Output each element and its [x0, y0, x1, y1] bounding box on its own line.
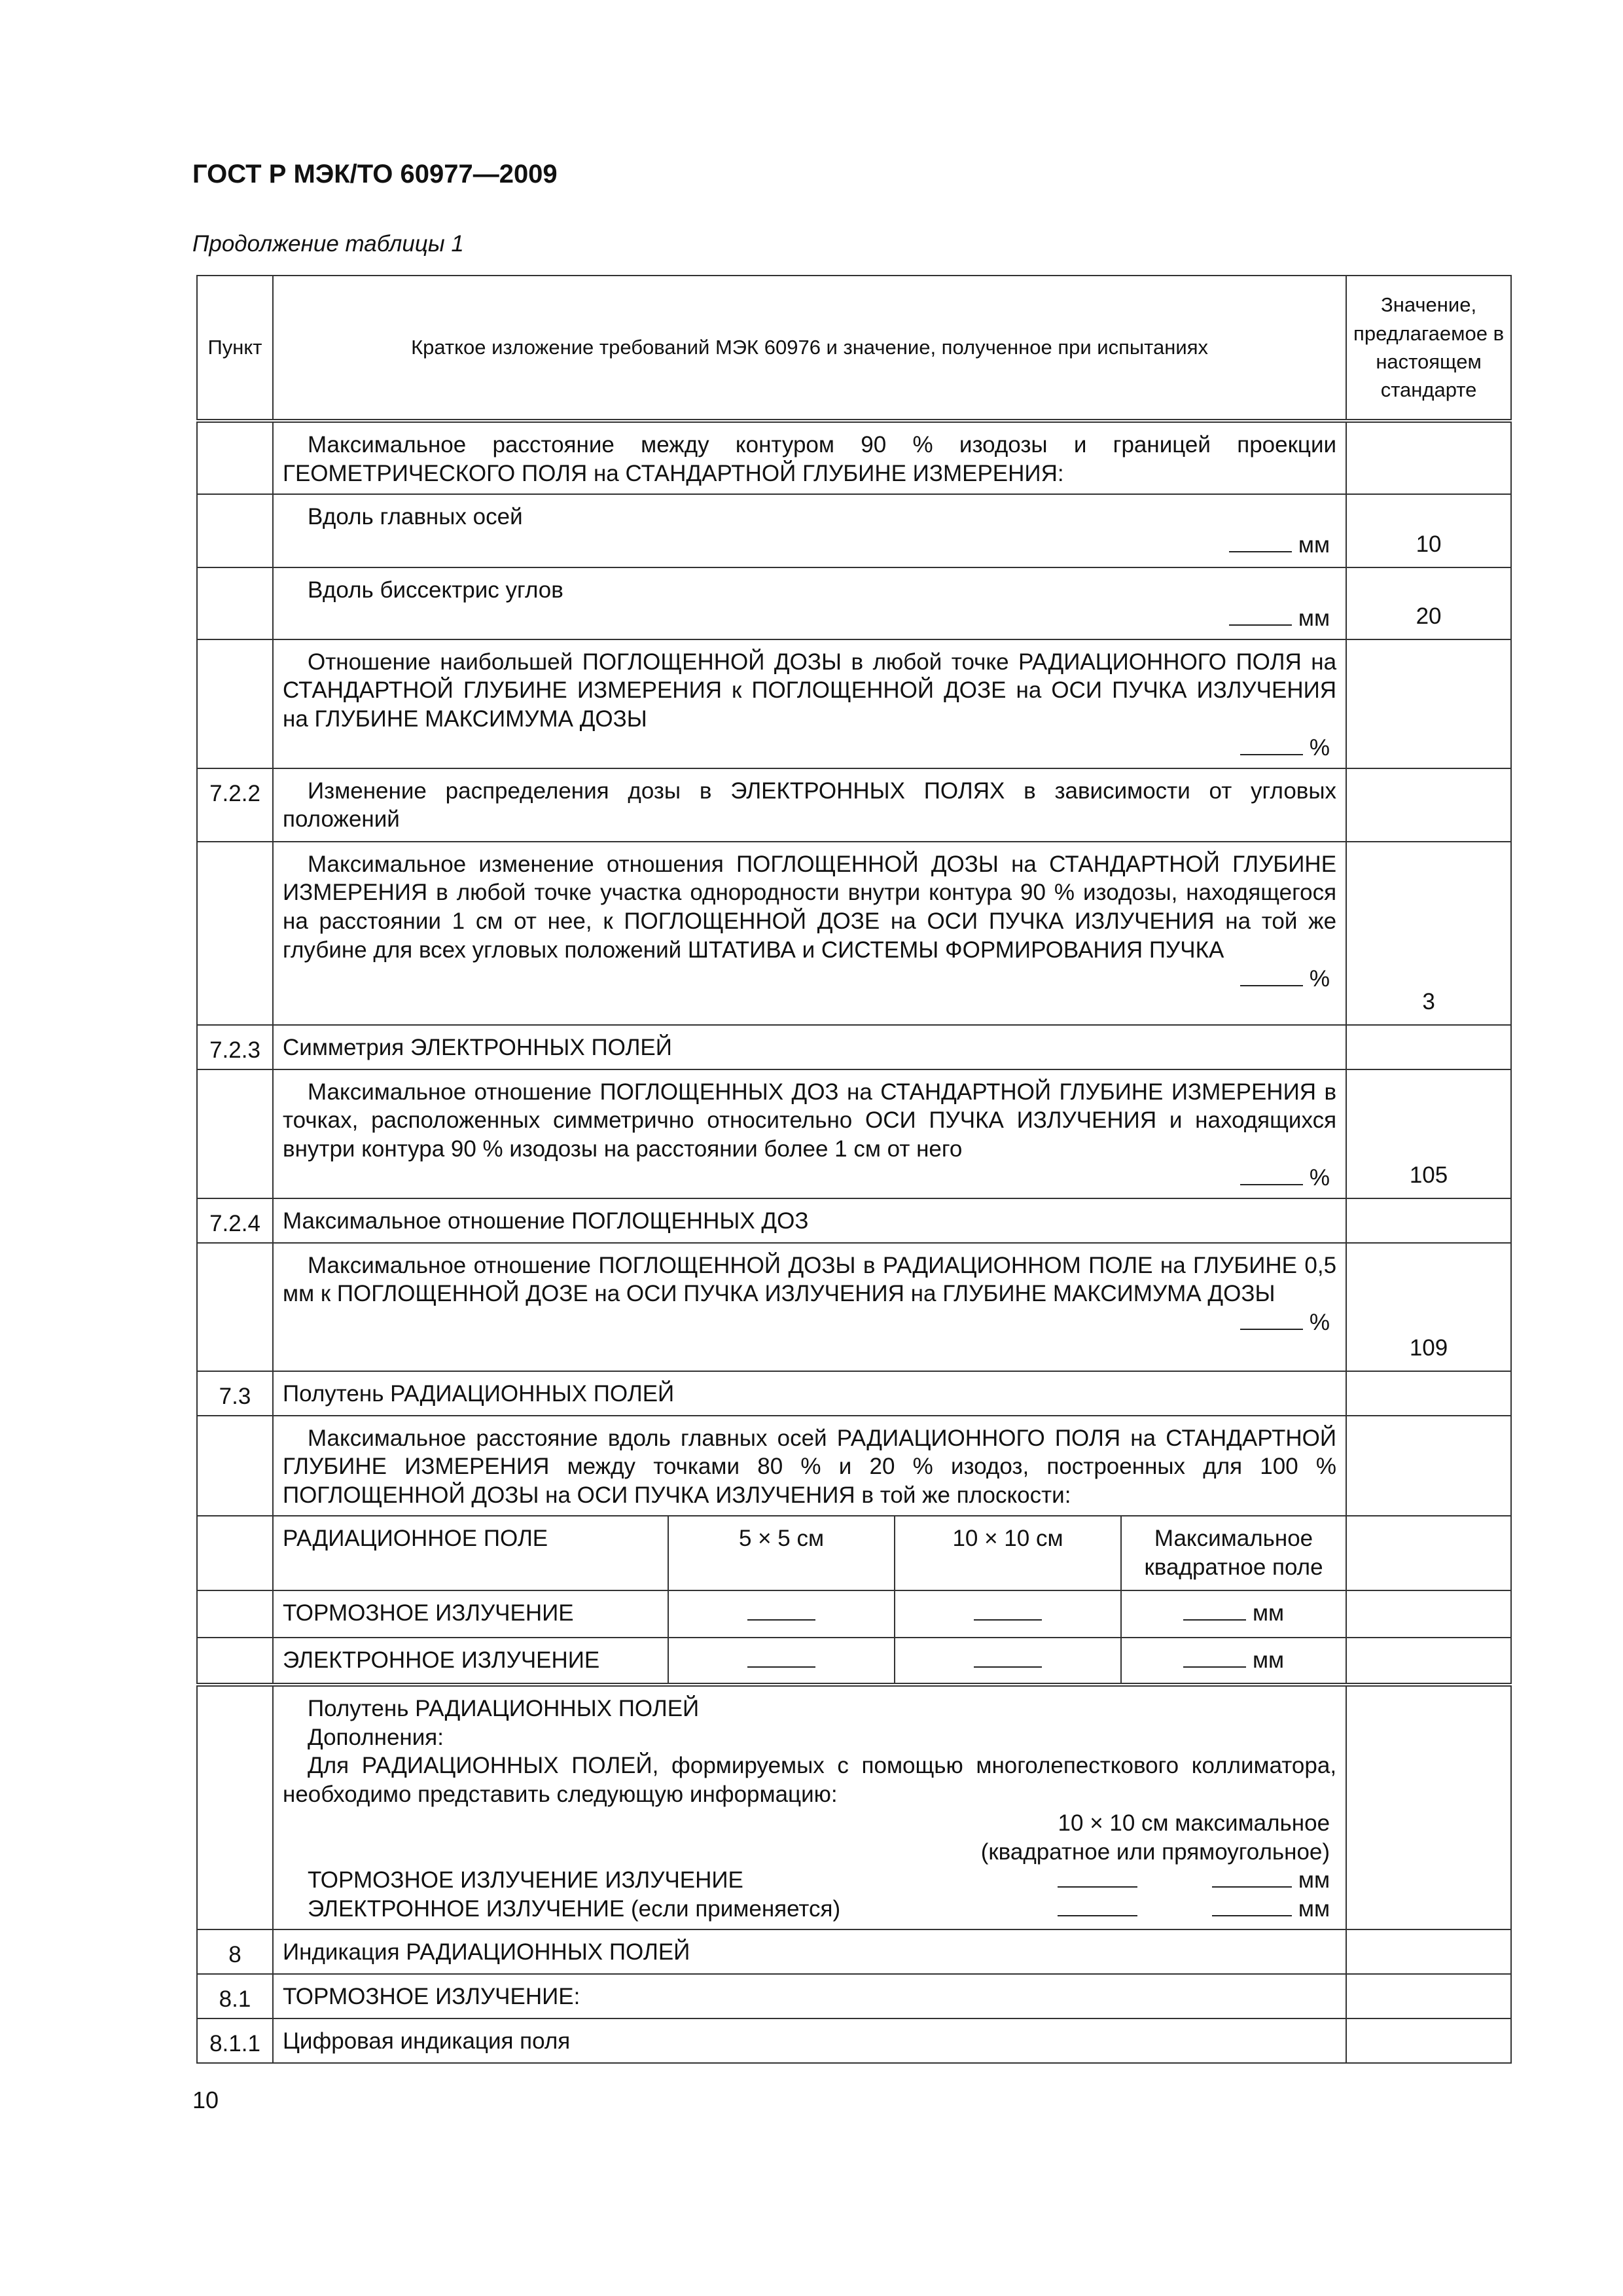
value-cell — [1346, 639, 1511, 768]
value-cell — [1346, 1638, 1511, 1685]
radiation-label: ЭЛЕКТРОННОЕ ИЗЛУЧЕНИЕ (если применяется) — [308, 1896, 841, 1922]
table-row — [197, 1243, 1511, 1371]
value-cell — [1346, 1198, 1511, 1243]
punkt-cell — [197, 494, 273, 567]
requirements-table — [196, 275, 1512, 2064]
radiation-label: ЭЛЕКТРОННОЕ ИЗЛУЧЕНИЕ — [273, 1638, 668, 1685]
blank-entry — [668, 1638, 895, 1685]
row-text: Максимальное отношение ПОГЛОЩЕННОЙ ДОЗЫ в РАДИАЦИОННОМ ПОЛЕ на ГЛУБИНЕ 0,5 мм к ПОГЛОЩЕННОЙ ДОЗЕ на ОСИ ПУЧКА ИЗЛУЧЕНИЯ на ГЛУБИНЕ МАКСИМУМА ДОЗЫ — [283, 1252, 1337, 1307]
punkt-cell: 7.2.4 — [197, 1198, 273, 1243]
value-cell — [1346, 1025, 1511, 1069]
blank-line — [974, 1647, 1042, 1668]
punkt-cell — [197, 1416, 273, 1516]
blank-entry — [1179, 1895, 1336, 1924]
punkt-cell — [197, 1590, 273, 1638]
value-cell — [1346, 1685, 1511, 1929]
row-text: Полутень РАДИАЦИОННЫХ ПОЛЕЙ — [308, 1695, 700, 1721]
blank-line — [1240, 1164, 1303, 1185]
page-number: 10 — [192, 2087, 219, 2113]
blank-line — [1212, 1895, 1292, 1916]
blank-entry — [283, 965, 1336, 994]
blank-line — [1229, 531, 1292, 552]
table-row — [197, 768, 1511, 842]
summary-cell — [273, 1243, 1346, 1371]
summary-cell: ТОРМОЗНОЕ ИЗЛУЧЕНИЕ: — [273, 1974, 1346, 2018]
table-row — [197, 1590, 1511, 1638]
punkt-cell — [197, 842, 273, 1025]
summary-cell: Симметрия ЭЛЕКТРОННЫХ ПОЛЕЙ — [273, 1025, 1346, 1069]
blank-line — [1229, 605, 1292, 626]
punkt-cell — [197, 1685, 273, 1929]
table-row — [197, 1416, 1511, 1516]
unit-label: мм — [1298, 605, 1330, 632]
punkt-cell: 7.3 — [197, 1371, 273, 1416]
blank-entry — [283, 1164, 1336, 1193]
summary-cell — [273, 567, 1346, 639]
punkt-cell — [197, 1243, 273, 1371]
blank-line — [974, 1600, 1042, 1621]
value-cell — [1346, 1416, 1511, 1516]
table-row — [197, 1371, 1511, 1416]
size-header-10x10: 10 × 10 см — [895, 1516, 1121, 1590]
value-cell — [1346, 1590, 1511, 1638]
row-text: Вдоль биссектрис углов — [308, 577, 563, 603]
table-header-row — [197, 276, 1511, 421]
punkt-cell: 8.1 — [197, 1974, 273, 2018]
blank-line — [1212, 1867, 1292, 1888]
summary-cell: Максимальное отношение ПОГЛОЩЕННЫХ ДОЗ — [273, 1198, 1346, 1243]
blank-line — [1058, 1867, 1137, 1888]
value-cell — [1346, 1516, 1511, 1590]
unit-label: % — [1309, 1164, 1330, 1191]
blank-entry — [1016, 1866, 1179, 1895]
punkt-cell — [197, 421, 273, 494]
table-caption: Продолжение таблицы 1 — [192, 231, 464, 257]
blank-line — [747, 1647, 815, 1668]
row-text: (квадратное или прямоугольное) — [980, 1839, 1330, 1865]
sub-row — [283, 1866, 1336, 1895]
punkt-cell: 7.2.3 — [197, 1025, 273, 1069]
summary-cell — [273, 1069, 1346, 1198]
value-cell — [1346, 1929, 1511, 1974]
value-cell: 105 — [1346, 1069, 1511, 1198]
summary-cell — [273, 842, 1346, 1025]
table-row — [197, 842, 1511, 1025]
row-text: Отношение наибольшей ПОГЛОЩЕННОЙ ДОЗЫ в любой точке РАДИАЦИОННОГО ПОЛЯ на СТАНДАРТНОЙ ГЛУБИНЕ ИЗМЕРЕНИЯ к ПОГЛОЩЕННОЙ ДОЗЕ на ОСИ ПУЧКА ИЗЛУЧЕНИЯ на ГЛУБИНЕ МАКСИМУМА ДОЗЫ — [283, 649, 1337, 732]
row-text: Вдоль главных осей — [308, 503, 523, 529]
value-cell: 20 — [1346, 567, 1511, 639]
punkt-cell — [197, 1516, 273, 1590]
blank-entry — [895, 1638, 1121, 1685]
value-cell — [1346, 1974, 1511, 2018]
row-text: Максимальное отношение ПОГЛОЩЕННЫХ ДОЗ на СТАНДАРТНОЙ ГЛУБИНЕ ИЗМЕРЕНИЯ в точках, расположенных симметрично относительно ОСИ ПУЧКА ИЗЛУЧЕНИЯ и находящихся внутри контура 90 % изодозы на расстоянии более 1 см от него — [283, 1079, 1337, 1162]
summary-cell: Максимальное расстояние между контуром 90 % изодозы и границей проекции ГЕОМЕТРИЧЕСКОГО ПОЛЯ на СТАНДАРТНОЙ ГЛУБИНЕ ИЗМЕРЕНИЯ: — [273, 421, 1346, 494]
blank-entry — [283, 531, 1336, 560]
value-cell: 109 — [1346, 1243, 1511, 1371]
punkt-cell — [197, 1069, 273, 1198]
summary-cell — [273, 639, 1346, 768]
blank-line — [1183, 1647, 1246, 1668]
value-cell — [1346, 421, 1511, 494]
blank-line — [1058, 1895, 1137, 1916]
summary-cell: Изменение распределения дозы в ЭЛЕКТРОННЫХ ПОЛЯХ в зависимости от угловых положений — [273, 768, 1346, 842]
summary-cell — [273, 1685, 1346, 1929]
table-row — [197, 567, 1511, 639]
blank-line — [1240, 965, 1303, 986]
value-cell — [1346, 2018, 1511, 2063]
unit-label: мм — [1298, 1867, 1330, 1893]
blank-line — [747, 1600, 815, 1621]
row-text: Дополнения: — [308, 1724, 444, 1750]
unit-label: % — [1309, 734, 1330, 761]
summary-cell: Максимальное расстояние вдоль главных осей РАДИАЦИОННОГО ПОЛЯ на СТАНДАРТНОЙ ГЛУБИНЕ ИЗМЕРЕНИЯ между точками 80 % и 20 % изодоз, построенных для 100 % ПОГЛОЩЕННОЙ ДОЗЫ на ОСИ ПУЧКА ИЗЛУЧЕНИЯ в той же плоскости: — [273, 1416, 1346, 1516]
radiation-label: ТОРМОЗНОЕ ИЗЛУЧЕНИЕ ИЗЛУЧЕНИЕ — [308, 1867, 743, 1893]
table-row — [197, 494, 1511, 567]
punkt-cell — [197, 567, 273, 639]
blank-entry — [1121, 1590, 1346, 1638]
punkt-cell — [197, 639, 273, 768]
table-row — [197, 421, 1511, 494]
unit-label: мм — [1252, 1600, 1285, 1626]
table-row — [197, 1638, 1511, 1685]
field-header: РАДИАЦИОННОЕ ПОЛЕ — [273, 1516, 668, 1590]
punkt-cell: 8 — [197, 1929, 273, 1974]
summary-cell: Полутень РАДИАЦИОННЫХ ПОЛЕЙ — [273, 1371, 1346, 1416]
table-row — [197, 1685, 1511, 1929]
unit-label: % — [1309, 1310, 1330, 1335]
table-row — [197, 1025, 1511, 1069]
table-row — [197, 1974, 1511, 2018]
punkt-cell: 8.1.1 — [197, 2018, 273, 2063]
table-row — [197, 2018, 1511, 2063]
blank-entry — [895, 1590, 1121, 1638]
table-row — [197, 1069, 1511, 1198]
unit-label: % — [1309, 965, 1330, 992]
blank-entry — [1016, 1895, 1179, 1924]
blank-entry — [1121, 1638, 1346, 1685]
row-text: 10 × 10 см максимальное — [1058, 1810, 1330, 1836]
table-row — [197, 1929, 1511, 1974]
summary-cell: Цифровая индикация поля — [273, 2018, 1346, 2063]
table-row — [197, 1198, 1511, 1243]
blank-entry — [283, 604, 1336, 633]
sub-row — [283, 1895, 1336, 1924]
size-header-5x5: 5 × 5 см — [668, 1516, 895, 1590]
value-cell: 10 — [1346, 494, 1511, 567]
blank-line — [1240, 1309, 1303, 1330]
blank-entry — [283, 734, 1336, 762]
unit-label: мм — [1298, 1896, 1330, 1922]
table-row — [197, 639, 1511, 768]
punkt-cell: 7.2.2 — [197, 768, 273, 842]
table-row — [197, 1516, 1511, 1590]
radiation-label: ТОРМОЗНОЕ ИЗЛУЧЕНИЕ — [273, 1590, 668, 1638]
header-summary: Краткое изложение требований МЭК 60976 и значение, полученное при испытаниях — [273, 276, 1346, 421]
blank-line — [1240, 734, 1303, 755]
header-punkt: Пункт — [197, 276, 273, 421]
unit-label: мм — [1298, 532, 1330, 558]
summary-cell — [273, 494, 1346, 567]
value-cell — [1346, 1371, 1511, 1416]
blank-entry — [1179, 1866, 1336, 1895]
row-text: Максимальное изменение отношения ПОГЛОЩЕННОЙ ДОЗЫ на СТАНДАРТНОЙ ГЛУБИНЕ ИЗМЕРЕНИЯ в любой точке участка однородности внутри контура 90 % изодозы, находящегося на расстоянии 1 см от нее, к ПОГЛОЩЕННОЙ ДОЗЕ на ОСИ ПУЧКА ИЗЛУЧЕНИЯ на той же глубине для всех угловых положений ШТАТИВА и СИСТЕМЫ ФОРМИРОВАНИЯ ПУЧКА — [283, 851, 1337, 963]
value-cell: 3 — [1346, 842, 1511, 1025]
blank-entry — [283, 1308, 1336, 1337]
punkt-cell — [197, 1638, 273, 1685]
unit-label: мм — [1252, 1647, 1285, 1673]
summary-cell: Индикация РАДИАЦИОННЫХ ПОЛЕЙ — [273, 1929, 1346, 1974]
header-value: Значение, предлагаемое в настоящем стандарте — [1346, 276, 1511, 421]
row-text: Для РАДИАЦИОННЫХ ПОЛЕЙ, формируемых с помощью многолепесткового коллиматора, необходимо представить следующую информацию: — [283, 1753, 1337, 1807]
value-cell — [1346, 768, 1511, 842]
blank-line — [1183, 1600, 1246, 1621]
size-header-max: Максимальное квадратное поле — [1121, 1516, 1346, 1590]
document-title: ГОСТ Р МЭК/ТО 60977—2009 — [192, 160, 558, 188]
blank-entry — [668, 1590, 895, 1638]
